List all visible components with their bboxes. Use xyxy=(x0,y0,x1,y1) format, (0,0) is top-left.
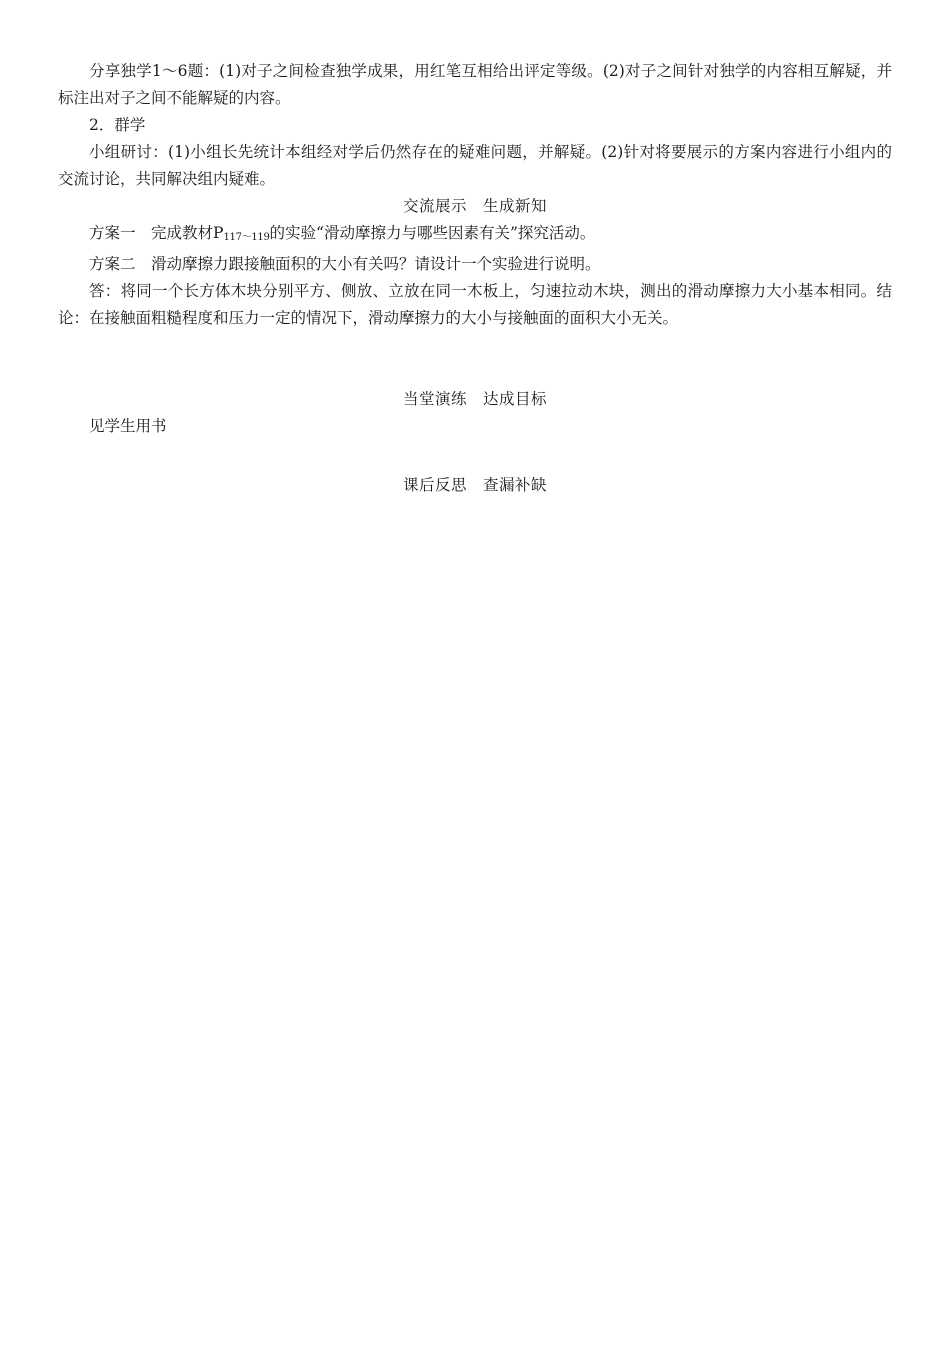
plan-two-text: 滑动摩擦力跟接触面积的大小有关吗？请设计一个实验进行说明。 xyxy=(151,255,601,273)
spacer xyxy=(58,332,892,386)
dangtang-section-title: 当堂演练 达成目标 xyxy=(402,390,547,408)
qun-xue-paragraph: 小组研讨：(1)小组长先统计本组经对学后仍然存在的疑难问题，并解疑。(2)针对将要展示的方案内容进行小组内的交流讨论，共同解决组内疑难。 xyxy=(58,143,892,188)
plan-one-page-range: 117～119 xyxy=(223,232,270,243)
plan-one-text-b: 的实验“滑动摩擦力与哪些因素有关”探究活动。 xyxy=(269,224,596,242)
dui-xue-paragraph: 分享独学1～6题：(1)对子之间检查独学成果，用红笔互相给出评定等级。(2)对子之间针对独学的内容相互解疑，并标注出对子之间不能解疑的内容。 xyxy=(58,62,892,107)
answer-paragraph: 答：将同一个长方体木块分别平方、侧放、立放在同一木板上，匀速拉动木块，测出的滑动摩擦力大小基本相同。结论：在接触面粗糙程度和压力一定的情况下，滑动摩擦力的大小与接触面的面积大小无关。 xyxy=(58,282,892,327)
spacer xyxy=(58,440,892,472)
plan-one-label: 方案一 xyxy=(89,224,136,242)
plan-two-label: 方案二 xyxy=(89,255,136,273)
qun-xue-heading: 2．群学 xyxy=(89,116,146,134)
plan-one-text-a: 完成教材P xyxy=(151,224,224,242)
plan-one-paragraph xyxy=(58,220,892,251)
jiaoliu-section-title: 交流展示 生成新知 xyxy=(402,197,547,215)
kehou-section-title: 课后反思 查漏补缺 xyxy=(402,476,547,494)
document-page xyxy=(58,58,892,499)
dangtang-paragraph: 见学生用书 xyxy=(89,417,167,435)
plan-two-paragraph xyxy=(58,251,892,278)
